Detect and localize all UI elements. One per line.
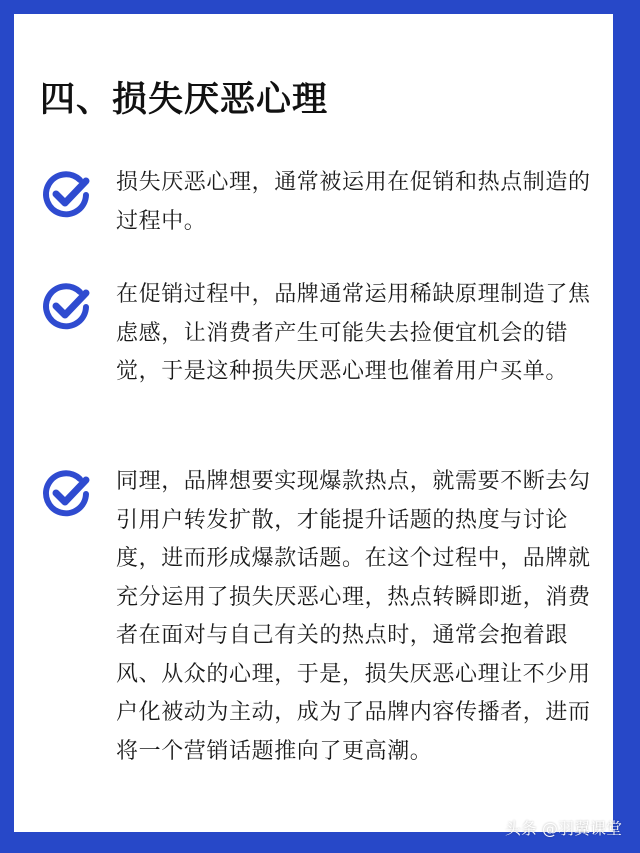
page-title: 四、损失厌恶心理 bbox=[40, 80, 329, 120]
check-circle-icon bbox=[40, 169, 92, 221]
list-item bbox=[40, 164, 600, 244]
list-item bbox=[40, 276, 600, 426]
item-text: 在促销过程中，品牌通常运用稀缺原理制造了焦虑感，让消费者产生可能失去捡便宜机会的错觉，于是这种损失厌恶心理也催着用户买单。 bbox=[116, 282, 591, 384]
list-item bbox=[40, 463, 600, 803]
check-circle-icon bbox=[40, 281, 92, 333]
item-text: 损失厌恶心理，通常被运用在促销和热点制造的过程中。 bbox=[116, 170, 591, 234]
check-circle-icon bbox=[40, 468, 92, 520]
watermark: 头条 @羽翼课堂 bbox=[504, 819, 622, 838]
content-card bbox=[14, 14, 613, 832]
item-text: 同理，品牌想要实现爆款热点，就需要不断去勾引用户转发扩散，才能提升话题的热度与讨论度，进而形成爆款话题。在这个过程中，品牌就充分运用了损失厌恶心理，热点转瞬即逝，消费者在面对与自己有关的热点时，通常会抱着跟风、从众的心理，于是，损失厌恶心理让不少用户化被动为主动，成为了品牌内容传播者，进而将一个营销话题推向了更高潮。 bbox=[116, 469, 591, 764]
